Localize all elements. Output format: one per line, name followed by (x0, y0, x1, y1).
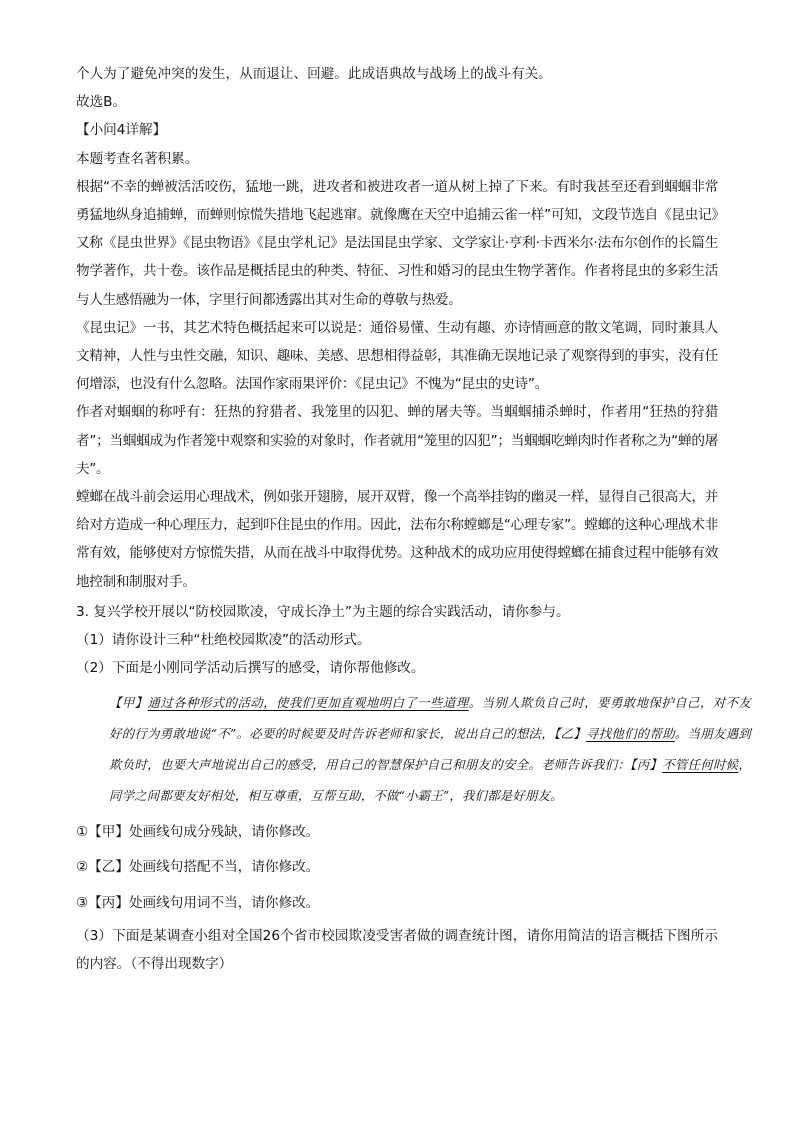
explanation-paragraph-4: 螳螂在战斗前会运用心理战术，例如张开翅膀，展开双臂，像一个高举挂钩的幽灵一样，显得自己很高大，并给对方造成一种心理压力，起到吓住昆虫的作用。因此，法布尔称螳螂是“心理专家”。螳螂的这种心理战术非常有效，能够使对方惊慌失措，从而在战斗中取得优势。这种战术的成功应用使得螳螂在捕食过程中能够有效地控制和制服对手。 (76, 489, 718, 590)
marker-jia: 【甲】 (109, 695, 148, 711)
question-3-stem: 3. 复兴学校开展以“防校园欺凌，守成长净土”为主题的综合实践活动，请你参与。 (76, 603, 570, 620)
explanation-paragraph-1: 根据“不幸的蝉被活活咬伤，猛地一跳，进攻者和被进攻者一道从树上掉了下来。有时我甚至还看到蝈蝈非常勇猛地纵身追捕蝉，而蝉则惊慌失措地飞起逃窜。就像鹰在天空中追捕云雀一样”可知，文段节选自《昆虫记》又称《昆虫世界》《昆虫物语》《昆虫学札记》是法国昆虫学家、文学家让·亨利·卡西米尔·法布尔创作的长篇生物学著作，共十卷。该作品是概括昆虫的种类、特征、习性和婚习的昆虫生物学著作。作者将昆虫的多彩生活与人生感悟融为一体，字里行间都透露出其对生命的尊敬与热爱。 (76, 178, 718, 308)
explanation-paragraph-2: 《昆虫记》一书，其艺术特色概括起来可以说是：通俗易懂、生动有趣、亦诗情画意的散文笔调，同时兼具人文精神，人性与虫性交融，知识、趣味、美感、思想相得益彰，其准确无误地记录了观察得到的事实，没有任何增添，也没有什么忽略。法国作家雨果评价：《昆虫记》不愧为“昆虫的史诗”。 (76, 319, 718, 393)
explanation-paragraph-3: 作者对蝈蝈的称呼有：狂热的狩猎者、我笼里的囚犯、蝉的屠夫等。当蝈蝈捕杀蝉时，作者用“狂热的狩猎者”；当蝈蝈成为作者笼中观察和实验的对象时，作者就用“笼里的囚犯”；当蝈蝈吃蝉肉时作者称之为“蝉的屠夫”。 (76, 404, 718, 477)
topic-line: 本题考查名著积累。 (76, 150, 199, 167)
passage-text-1: 。当别人欺负自己时，要勇敢地保护自己，对不友好的行为勇敢地说“不”。必要的时候要及时告诉老师和家长，说出自己的想法， (109, 695, 752, 742)
text-line-1: 个人为了避免冲突的发生，从而退让、回避。此成语典故与战场上的战斗有关。 (76, 66, 552, 82)
marker-yi: 【乙】 (554, 726, 586, 742)
item-2: ②【乙】处画线句搭配不当，请你修改。 (76, 859, 320, 876)
student-essay-passage (76, 688, 751, 811)
item-1: ①【甲】处画线句成分残缺，请你修改。 (76, 823, 320, 840)
item-3: ③【丙】处画线句用词不当，请你修改。 (76, 894, 320, 911)
question-3-part-3: （3）下面是某调查小组对全国26个省市校园欺凌受害者做的调查统计图，请你用简洁的语言概括下图所示的内容。（不得出现数字） (76, 928, 718, 973)
page-content (76, 60, 752, 979)
passage-text-2: 。当朋友遇到欺负时，也要大声地说出自己的感受，用自己的智慧保护自己和朋友的安全。老师告诉我们： (109, 726, 751, 773)
underlined-sentence-bing: 不管任何时候 (662, 757, 739, 773)
passage-text-3: ，同学之间都要友好相处，相互尊重，互帮互助，不做“小霸王”，我们都是好朋友。 (109, 757, 751, 803)
section-heading: 【小问4详解】 (76, 122, 167, 139)
underlined-sentence-jia: 通过各种形式的活动，使我们更加直观地明白了一些道理 (147, 695, 469, 711)
question-3-part-1: （1）请你设计三种“杜绝校园欺凌”的活动形式。 (76, 632, 371, 649)
underlined-sentence-yi: 寻找他们的帮助 (586, 726, 675, 742)
marker-bing: 【丙】 (630, 757, 663, 773)
question-3-part-2: （2）下面是小刚同学活动后撰写的感受，请你帮他修改。 (76, 660, 425, 677)
answer-line: 故选B。 (76, 94, 127, 111)
